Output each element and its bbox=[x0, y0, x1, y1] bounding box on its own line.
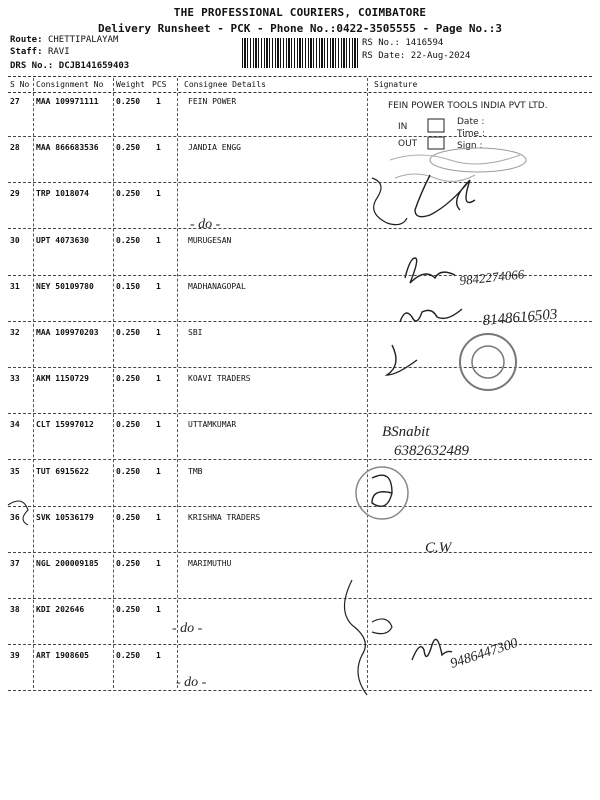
row-pcs: 1 bbox=[156, 420, 161, 429]
stamp-out-checkbox bbox=[428, 137, 444, 149]
sbi-seal bbox=[460, 334, 516, 390]
company-stamp bbox=[388, 101, 548, 181]
row-sno: 29 bbox=[10, 189, 20, 198]
signature-38 bbox=[372, 619, 392, 634]
faint-stamp bbox=[430, 148, 526, 172]
ditto-39: - do - bbox=[176, 675, 207, 690]
row-pcs: 1 bbox=[156, 651, 161, 660]
row-consignment-no: UPT 4073630 bbox=[36, 236, 89, 245]
row-pcs: 1 bbox=[156, 328, 161, 337]
row-sno: 33 bbox=[10, 374, 20, 383]
row-consignee: MADHANAGOPAL bbox=[188, 282, 246, 291]
cw-36: C.W bbox=[425, 540, 452, 556]
row-weight: 0.250 bbox=[116, 236, 141, 245]
row-sno: 28 bbox=[10, 143, 20, 152]
row-pcs: 1 bbox=[156, 467, 161, 476]
stamp-out-text: OUT bbox=[398, 139, 418, 149]
stamp-sign-text: Sign : bbox=[457, 141, 483, 151]
stamp-date-text: Date : bbox=[457, 117, 485, 127]
signature-32 bbox=[387, 345, 417, 375]
row-sno: 38 bbox=[10, 605, 20, 614]
row-weight: 0.250 bbox=[116, 97, 141, 106]
signature-30 bbox=[405, 258, 455, 283]
phone-34: 6382632489 bbox=[394, 443, 469, 459]
row-consignee: KOAVI TRADERS bbox=[188, 374, 251, 383]
row-weight: 0.250 bbox=[116, 328, 141, 337]
row-sno: 34 bbox=[10, 420, 20, 429]
row-consignment-no: KDI 202646 bbox=[36, 605, 85, 614]
row-weight: 0.250 bbox=[116, 189, 141, 198]
row-sno: 27 bbox=[10, 97, 20, 106]
row-weight: 0.250 bbox=[116, 420, 141, 429]
signature-29 bbox=[372, 178, 407, 225]
row-consignment-no: NEY 50109780 bbox=[36, 282, 94, 291]
row-consignee: JANDIA ENGG bbox=[188, 143, 241, 152]
row-pcs: 1 bbox=[156, 189, 161, 198]
col-signature: Signature bbox=[374, 80, 418, 89]
row-pcs: 1 bbox=[156, 282, 161, 291]
mark-36 bbox=[8, 501, 28, 525]
row-consignee: TMB bbox=[188, 467, 203, 476]
row-pcs: 1 bbox=[156, 559, 161, 568]
row-consignment-no: ART 1908605 bbox=[36, 651, 89, 660]
row-sno: 32 bbox=[10, 328, 20, 337]
row-sno: 35 bbox=[10, 467, 20, 476]
row-consignment-no: SVK 10536179 bbox=[36, 513, 94, 522]
name-34: BSnabit bbox=[382, 424, 430, 440]
signature-31 bbox=[400, 309, 462, 322]
company-title: THE PROFESSIONAL COURIERS, COIMBATORE bbox=[173, 6, 427, 19]
stamp-company-text: FEIN POWER TOOLS INDIA PVT LTD. bbox=[388, 101, 548, 111]
row-weight: 0.250 bbox=[116, 467, 141, 476]
rs-date-label: RS Date: bbox=[362, 51, 406, 61]
row-consignee: SBI bbox=[188, 328, 203, 337]
ditto-38: - do - bbox=[172, 621, 203, 636]
row-sno: 36 bbox=[10, 513, 20, 522]
row-sno: 31 bbox=[10, 282, 20, 291]
row-consignment-no: TRP 1018074 bbox=[36, 189, 89, 198]
row-consignee: MARIMUTHU bbox=[188, 559, 232, 568]
row-consignee: UTTAMKUMAR bbox=[188, 420, 237, 429]
col-sno: S No bbox=[10, 80, 30, 89]
rs-no-value: 1416594 bbox=[405, 38, 444, 48]
row-consignment-no: TUT 6915622 bbox=[36, 467, 89, 476]
col-weight: Weight bbox=[116, 80, 145, 89]
signature-37 bbox=[345, 580, 368, 695]
drs-label: DRS No.: bbox=[10, 61, 54, 71]
staff-value: RAVI bbox=[47, 47, 70, 57]
row-sno: 39 bbox=[10, 651, 20, 660]
row-consignee: KRISHNA TRADERS bbox=[188, 513, 261, 522]
row-pcs: 1 bbox=[156, 143, 161, 152]
row-pcs: 1 bbox=[156, 513, 161, 522]
phone-39: 9486447300 bbox=[448, 635, 520, 672]
drs-value: DCJB141659403 bbox=[58, 61, 130, 71]
row-weight: 0.250 bbox=[116, 143, 141, 152]
col-pcs: PCS bbox=[152, 80, 167, 89]
stamp-time-text: Time : bbox=[457, 129, 485, 139]
row-weight: 0.250 bbox=[116, 651, 141, 660]
row-consignee: MURUGESAN bbox=[188, 236, 232, 245]
row-consignment-no: CLT 15997012 bbox=[36, 420, 94, 429]
row-weight: 0.250 bbox=[116, 559, 141, 568]
phone-31: 8148616503 bbox=[481, 306, 559, 329]
row-pcs: 1 bbox=[156, 605, 161, 614]
route-label: Route: bbox=[10, 35, 43, 45]
row-weight: 0.150 bbox=[116, 282, 141, 291]
row-pcs: 1 bbox=[156, 236, 161, 245]
row-consignment-no: AKM 1150729 bbox=[36, 374, 89, 383]
row-consignment-no: MAA 109971111 bbox=[36, 97, 99, 106]
runsheet-subtitle: Delivery Runsheet - PCK - Phone No.:0422-3505555 - Page No.:3 bbox=[98, 22, 502, 35]
row-weight: 0.250 bbox=[116, 513, 141, 522]
row-consignment-no: MAA 866683536 bbox=[36, 143, 99, 152]
row-sno: 37 bbox=[10, 559, 20, 568]
col-consignment: Consignment No bbox=[36, 80, 104, 89]
rs-no-label: RS No.: bbox=[362, 38, 400, 48]
row-weight: 0.250 bbox=[116, 374, 141, 383]
stamp-in-text: IN bbox=[398, 122, 408, 132]
signature-39 bbox=[412, 639, 452, 660]
row-consignee: FEIN POWER bbox=[188, 97, 237, 106]
row-pcs: 1 bbox=[156, 374, 161, 383]
row-pcs: 1 bbox=[156, 97, 161, 106]
row-consignment-no: MAA 109970203 bbox=[36, 328, 99, 337]
rs-date-value: 22-Aug-2024 bbox=[410, 51, 471, 61]
row-consignment-no: NGL 200009185 bbox=[36, 559, 99, 568]
stamp-in-checkbox bbox=[428, 119, 444, 132]
row-weight: 0.250 bbox=[116, 605, 141, 614]
row-sno: 30 bbox=[10, 236, 20, 245]
route-value: CHETTIPALAYAM bbox=[47, 35, 119, 45]
col-consignee: Consignee Details bbox=[184, 80, 266, 89]
staff-label: Staff: bbox=[10, 47, 43, 57]
phone-30: 9842274066 bbox=[458, 266, 525, 288]
ditto-29: - do - bbox=[190, 217, 221, 232]
signature-35 bbox=[372, 475, 392, 506]
